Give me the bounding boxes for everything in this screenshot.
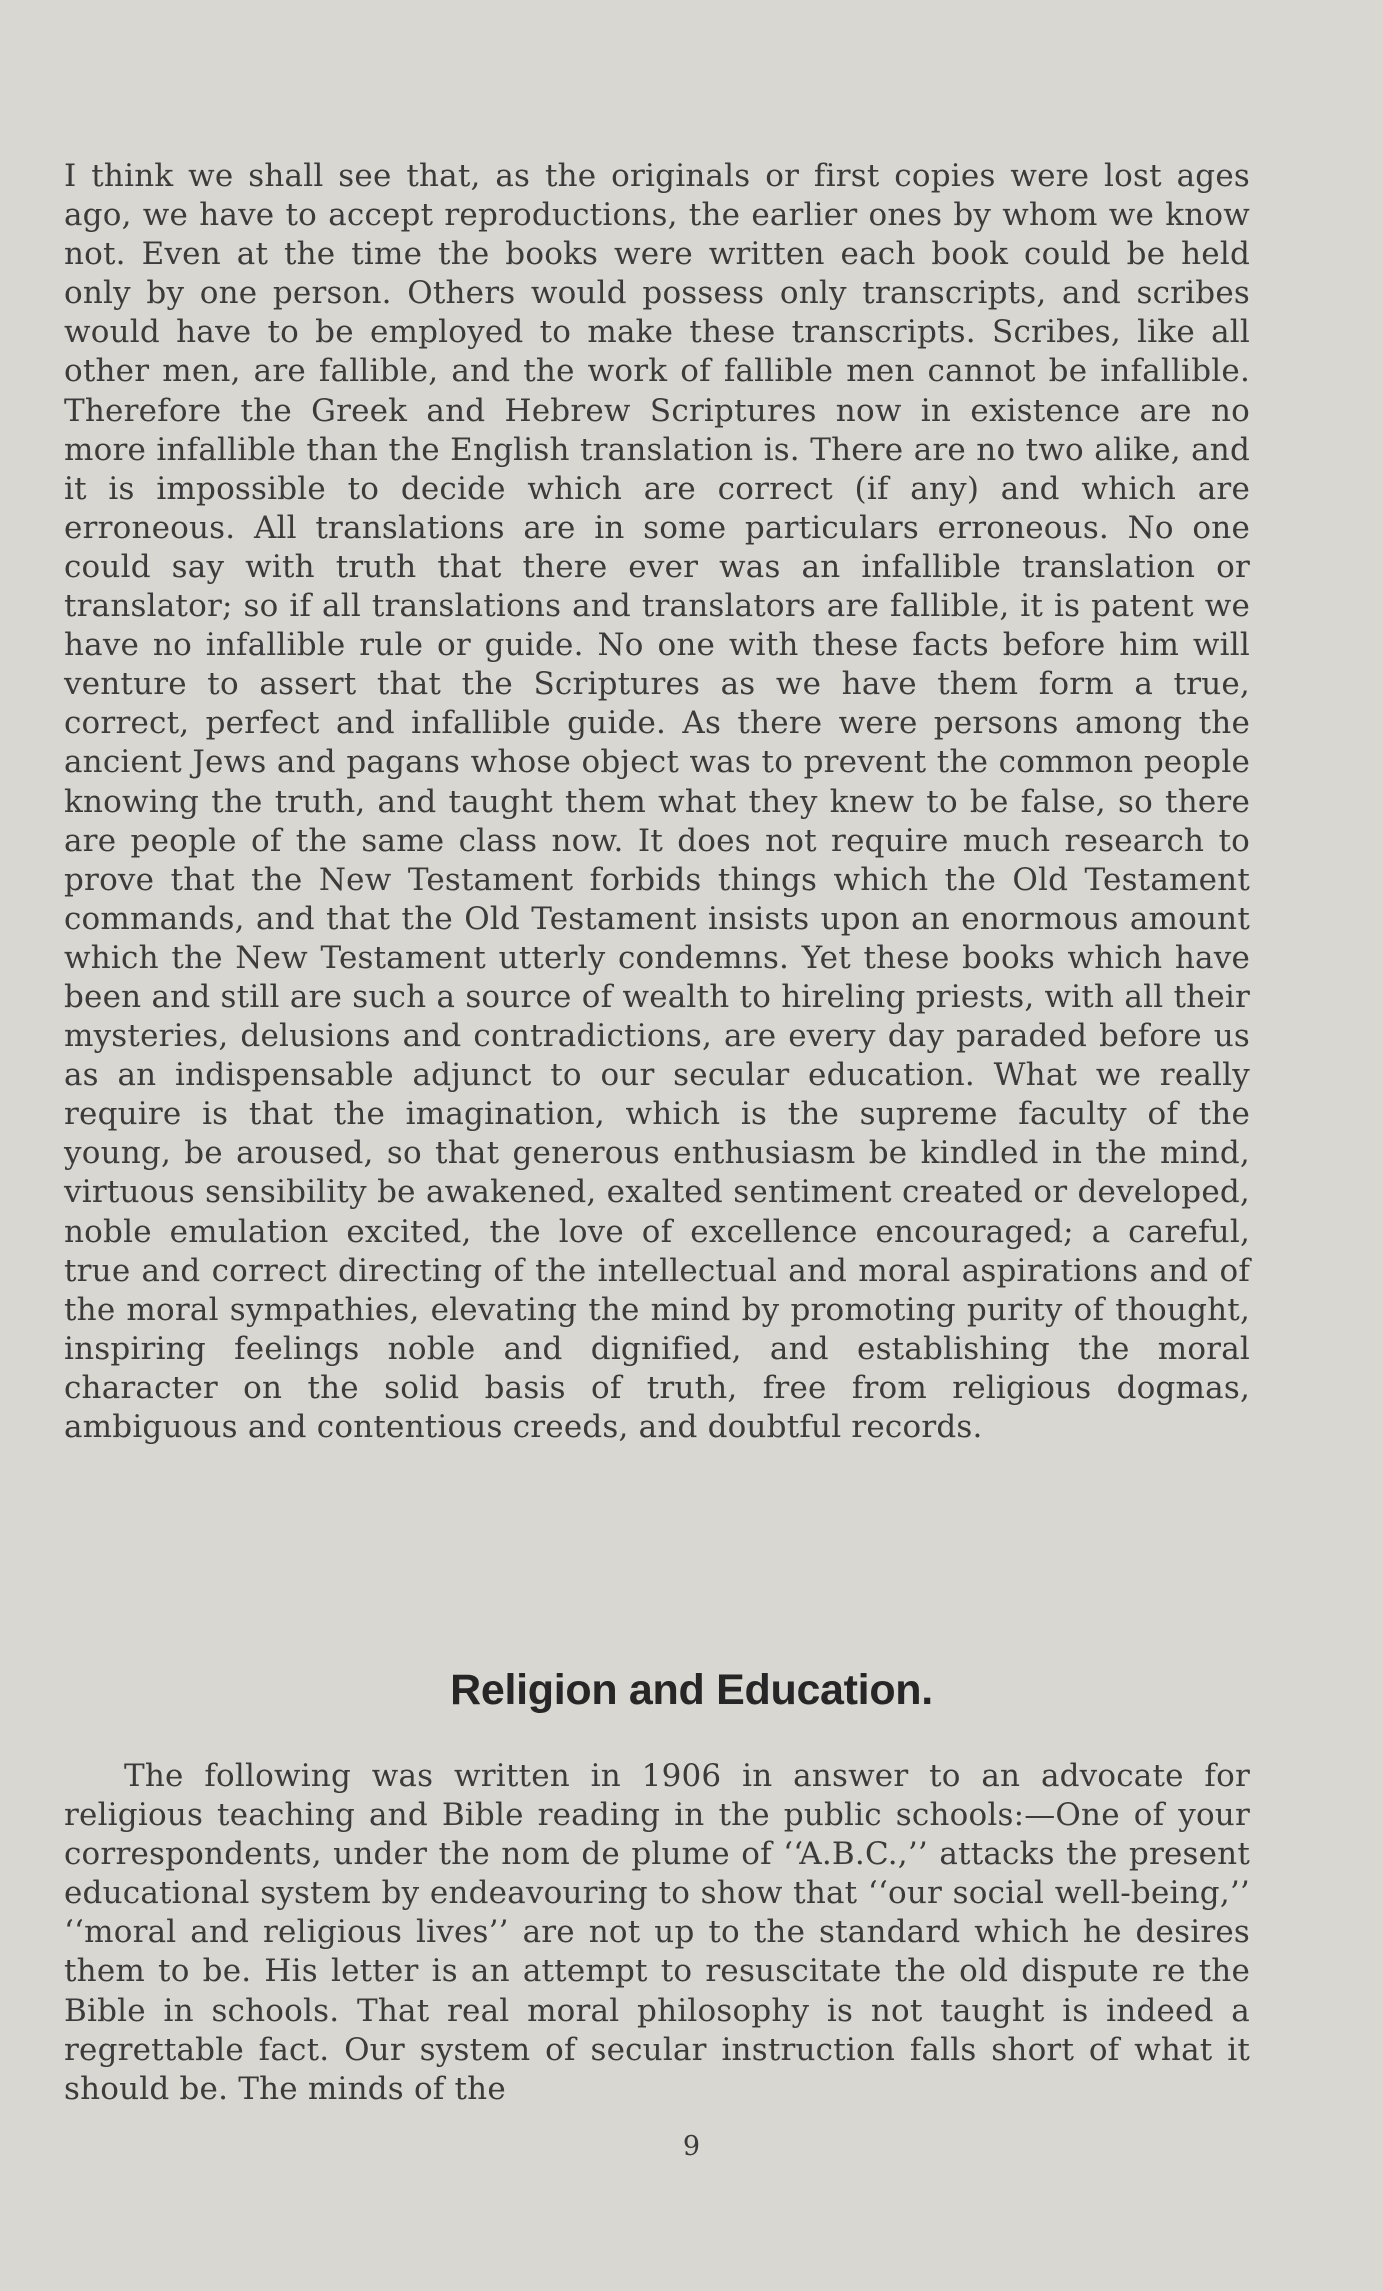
page-number: 9 <box>682 2131 701 2162</box>
section-heading: Religion and Education. <box>450 1666 933 1714</box>
paragraph-religion-education: The following was written in 1906 in answer to an advocate for religious teaching and Bible reading in the public schools:—One of your correspondents, under the nom de plume of ‘‘A.B.C.,’’ attacks the present educational system by endeavouring to show that ‘‘our social well-being,’’ ‘‘moral and religious lives’’ are not up to the standard which he desires them to be. His letter is an attempt to resuscitate the old dispute re the Bible in schools. That real moral philosophy is not taught is indeed a regrettable fact. Our system of secular instruction falls short of what it should be. The minds of the <box>64 1758 1250 2107</box>
paragraph-scripture-fallibility: I think we shall see that, as the originals or first copies were lost ages ago, we have to accept reproductions, the earlier ones by whom we know not. Even at the time the books were written each book could be held only by one person. Others would possess only transcripts, and scribes would have to be employed to make these transcripts. Scribes, like all other men, are fallible, and the work of fallible men cannot be infallible. Therefore the Greek and Hebrew Scriptures now in existence are no more infallible than the English translation is. There are no two alike, and it is impossible to decide which are correct (if any) and which are erroneous. All translations are in some particulars erroneous. No one could say with truth that there ever was an infallible translation or translator; so if all translations and translators are fallible, it is patent we have no infallible rule or guide. No one with these facts before him will venture to assert that the Scriptures as we have them form a true, correct, perfect and infallible guide. As there were persons among the ancient Jews and pagans whose object was to prevent the common people knowing the truth, and taught them what they knew to be false, so there are people of the same class now. It does not require much research to prove that the New Testament forbids things which the Old Testament commands, and that the Old Testament insists upon an enormous amount which the New Testament utterly condemns. Yet these books which have been and still are such a source of wealth to hireling priests, with all their mysteries, delusions and contradictions, are every day paraded before us as an indispensable adjunct to our secular education. What we really require is that the imagination, which is the supreme faculty of the young, be aroused, so that generous enthusiasm be kindled in the mind, virtuous sensibility be awakened, exalted sentiment created or developed, noble emulation excited, the love of excellence encouraged; a careful, true and correct directing of the intellectual and moral aspirations and of the moral sympathies, elevating the mind by promoting purity of thought, inspiring feelings noble and dignified, and establishing the moral character on the solid basis of truth, free from religious dogmas, ambiguous and contentious creeds, and doubtful records. <box>64 158 1250 1445</box>
